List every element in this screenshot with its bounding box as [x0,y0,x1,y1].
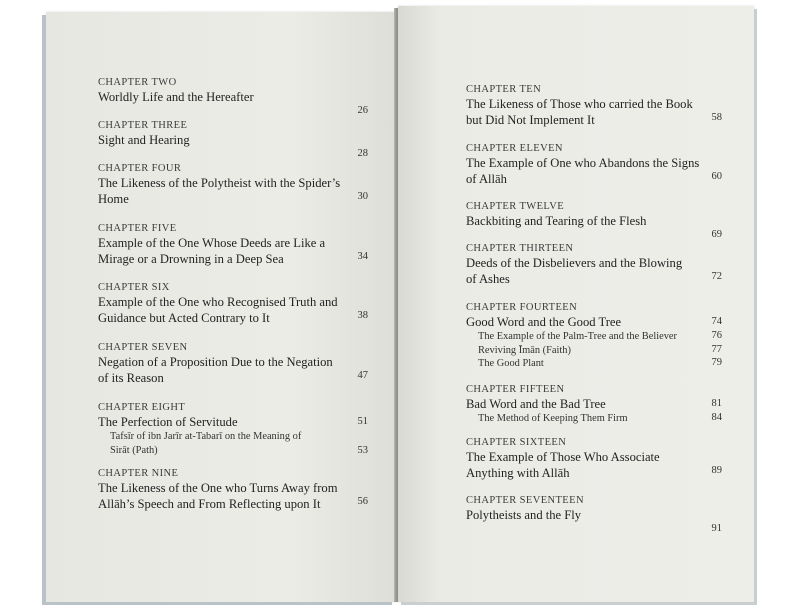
toc-entry [466,494,726,534]
toc-entry [98,467,368,512]
toc-entry [98,281,368,326]
page-number: 58 [711,112,722,123]
page-number: 47 [357,370,368,381]
chapter-title-line: Worldly Life and the Hereafter [98,90,254,104]
chapter-label: CHAPTER SEVEN [98,342,188,353]
chapter-title-line: of Ashes [466,272,510,286]
page-number: 91 [711,523,722,534]
page-number: 60 [711,171,722,182]
page-number: 34 [357,251,368,262]
subsection-line: The Method of Keeping Them Firm [478,413,628,424]
page-number: 28 [357,148,368,159]
subsection-line: Reviving Īmān (Faith) [478,344,571,356]
subsection-line: Tafsīr of ibn Jarīr at-Tabarī on the Meaning of [110,431,302,442]
chapter-label: CHAPTER SIXTEEN [466,437,567,448]
toc-entry [466,242,726,287]
page-number: 81 [711,398,722,409]
chapter-title-line: of Allāh [466,172,507,186]
toc-entry [466,436,726,481]
toc-entry [98,222,368,267]
chapter-title-line: Polytheists and the Fly [466,508,582,522]
page-number: 51 [357,416,368,427]
chapter-label: CHAPTER TEN [466,84,542,95]
chapter-title-line: Anything with Allāh [466,466,570,480]
page-number: 89 [711,465,722,476]
chapter-label: CHAPTER SEVENTEEN [466,495,584,506]
subsection-line: The Good Plant [478,358,544,369]
chapter-title-line: of its Reason [98,371,164,385]
open-book [38,12,754,602]
left-page [46,12,396,602]
chapter-title-line: The Likeness of Those who carried the Book [466,97,693,111]
right-page [398,6,754,602]
chapter-label: CHAPTER THREE [98,120,188,131]
chapter-title-line: The Perfection of Servitude [98,415,238,429]
chapter-title-line: The Likeness of the One who Turns Away from [98,481,338,495]
chapter-title-line: Backbiting and Tearing of the Flesh [466,214,647,228]
chapter-title-line: Allāh’s Speech and From Reflecting upon It [98,497,321,511]
chapter-label: CHAPTER FOURTEEN [466,302,578,313]
chapter-label: CHAPTER TWELVE [466,201,565,212]
chapter-label: CHAPTER ELEVEN [466,143,563,154]
chapter-title-line: Home [98,192,129,206]
chapter-title-line: The Likeness of the Polytheist with the Spider’s [98,176,341,190]
page-number: 84 [711,412,722,423]
page-number: 79 [711,357,722,368]
chapter-title-line: Negation of a Proposition Due to the Negation [98,355,333,369]
page-number: 56 [357,496,368,507]
chapter-title-line: The Example of One who Abandons the Signs [466,156,700,170]
toc-entry [466,83,726,128]
page-number: 30 [357,191,368,202]
chapter-label: CHAPTER TWO [98,77,177,88]
chapter-label: CHAPTER FOUR [98,163,182,174]
chapter-label: CHAPTER THIRTEEN [466,243,574,254]
chapter-label: CHAPTER FIFTEEN [466,384,565,395]
page-number: 69 [711,229,722,240]
subsection-line: Sirāt (Path) [110,444,158,456]
chapter-label: CHAPTER NINE [98,468,179,479]
page-number: 38 [357,310,368,321]
chapter-title-line: Example of the One who Recognised Truth and [98,295,338,309]
toc-entry [466,383,726,426]
chapter-label: CHAPTER SIX [98,282,170,293]
page-number: 76 [711,330,722,341]
toc-entry [466,301,726,371]
chapter-title-line: The Example of Those Who Associate [466,450,660,464]
toc-entry [98,162,368,207]
page-number: 53 [357,445,368,456]
toc-entry [98,119,368,159]
page-number: 77 [711,343,722,355]
chapter-title-line: Good Word and the Good Tree [466,315,622,329]
chapter-title-line: Example of the One Whose Deeds are Like a [98,236,326,250]
chapter-title-line: Mirage or a Drowning in a Deep Sea [98,252,284,266]
page-number: 74 [711,316,722,327]
toc-entry [98,401,368,457]
toc-entry [98,341,368,386]
chapter-title-line: but Did Not Implement It [466,113,595,127]
subsection-line: The Example of the Palm-Tree and the Believer [478,331,677,342]
toc-entry [98,76,368,116]
page-number: 72 [711,271,722,282]
chapter-label: CHAPTER FIVE [98,223,177,234]
page-number: 26 [357,105,368,116]
toc-entry [466,142,726,187]
chapter-title-line: Guidance but Acted Contrary to It [98,311,270,325]
chapter-title-line: Bad Word and the Bad Tree [466,397,606,411]
chapter-title-line: Deeds of the Disbelievers and the Blowing [466,256,683,270]
toc-entry [466,200,726,240]
chapter-title-line: Sight and Hearing [98,133,190,147]
chapter-label: CHAPTER EIGHT [98,402,186,413]
